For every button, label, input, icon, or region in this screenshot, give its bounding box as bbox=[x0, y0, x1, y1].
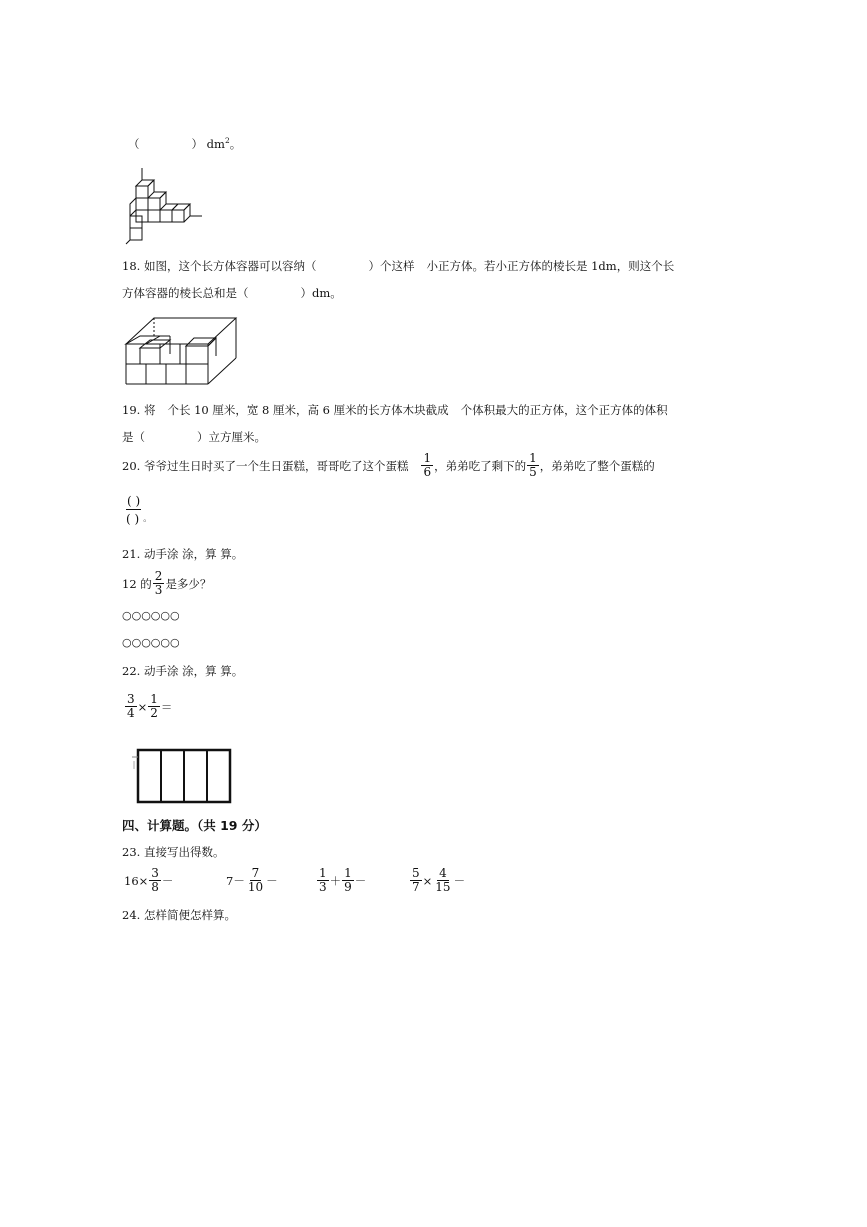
q20-answer-fraction-blank[interactable]: $\frac{( )}{( )}$ bbox=[126, 494, 141, 526]
q22-title: 22. 动手涂 涂，算 算。 bbox=[122, 664, 244, 678]
q22-rectangle-four-parts[interactable] bbox=[130, 745, 234, 805]
q20-line-1: 20. 爷爷过生日时买了一个生日蛋糕，哥哥吃了这个蛋糕 $\frac{1}{6}$ ，弟弟吃了剩下的 $\frac{1}{5}$ ，弟弟吃了整个蛋糕的 bbox=[122, 451, 655, 479]
q18-box-container-figure bbox=[124, 314, 240, 388]
q19-line-1: 19. 将 个长 10 厘米，宽 8 厘米，高 6 厘米的长方体木块截成 个体积最大的正方体，这个正方体的体积 bbox=[122, 403, 668, 417]
q21-title: 21. 动手涂 涂，算 算。 bbox=[122, 547, 244, 561]
q20-answer-blank: $\frac{( )}{( )}$ 。 bbox=[126, 494, 152, 526]
q20-fraction-one-fifth: $\frac{1}{5}$ bbox=[529, 451, 537, 479]
q23-expr-3: $\frac{1}{3}$ ＋ $\frac{1}{9}$ － bbox=[319, 866, 367, 894]
q21-circle-row-1[interactable]: ○○○○○○ bbox=[122, 609, 180, 622]
q22-fraction-one-half: $\frac{1}{2}$ bbox=[150, 692, 158, 720]
q17-stacked-cubes-figure bbox=[124, 166, 206, 246]
q17-answer-line: （ ） $dm^2$。 bbox=[128, 136, 242, 151]
q18-line-1: 18. 如图，这个长方体容器可以容纳（ ）个这样 小正方体。若小正方体的棱长是 1dm，则这个长 bbox=[122, 259, 675, 273]
q18-line-2: 方体容器的棱长总和是（ ）dm。 bbox=[122, 286, 342, 300]
q23-expr-4: $\frac{5}{7}$ × $\frac{4}{15}$ － bbox=[412, 866, 466, 894]
q21-circle-row-2[interactable]: ○○○○○○ bbox=[122, 636, 180, 649]
q20-fraction-one-sixth: $\frac{1}{6}$ bbox=[423, 451, 432, 479]
section-4-heading: 四、计算题。（共 19 分） bbox=[122, 818, 267, 833]
q23-expr-1: 16× $\frac{3}{8}$ － bbox=[124, 866, 174, 894]
q22-expression: $\frac{3}{4}$ × $\frac{1}{2}$ ＝ bbox=[127, 692, 173, 720]
q21-fraction-two-thirds: $\frac{2}{3}$ bbox=[154, 569, 163, 597]
q24-title: 24. 怎样简便怎样算。 bbox=[122, 908, 236, 922]
q22-fraction-three-quarters: $\frac{3}{4}$ bbox=[127, 692, 135, 720]
q23-title: 23. 直接写出得数。 bbox=[122, 845, 225, 859]
q21-question: 12 的 $\frac{2}{3}$ 是多少？ bbox=[122, 569, 212, 597]
q19-line-2: 是（ ）立方厘米。 bbox=[122, 430, 266, 444]
q23-expr-2: 7－ $\frac{7}{10}$ － bbox=[226, 866, 278, 894]
